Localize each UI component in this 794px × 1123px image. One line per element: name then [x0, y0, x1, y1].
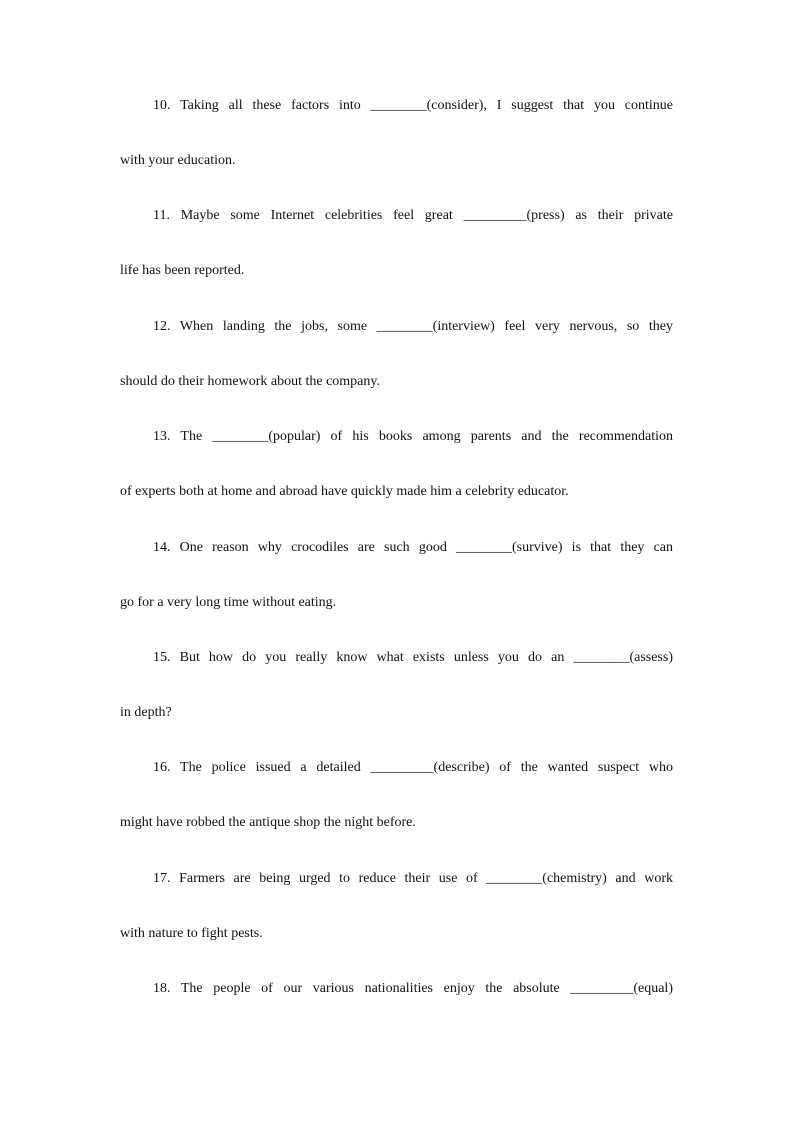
question-11-line-2: life has been reported.	[120, 263, 245, 278]
question-15-line-1: 15. But how do you really know what exists unless you do an ________(assess)	[153, 650, 673, 665]
question-12-line-2: should do their homework about the company.	[120, 374, 380, 389]
question-11-line-1: 11. Maybe some Internet celebrities feel great _________(press) as their private	[153, 208, 673, 223]
question-14-line-2: go for a very long time without eating.	[120, 595, 337, 610]
question-10-line-2: with your education.	[120, 153, 236, 168]
question-16-line-2: might have robbed the antique shop the night before.	[120, 815, 416, 830]
question-10-line-1: 10. Taking all these factors into ________(consider), I suggest that you continue	[153, 98, 673, 113]
question-13-line-2: of experts both at home and abroad have quickly made him a celebrity educator.	[120, 484, 569, 499]
question-18-line-1: 18. The people of our various nationalities enjoy the absolute _________(equal)	[153, 981, 673, 996]
question-17-line-2: with nature to fight pests.	[120, 926, 263, 941]
question-12-line-1: 12. When landing the jobs, some ________(interview) feel very nervous, so they	[153, 319, 673, 334]
question-14-line-1: 14. One reason why crocodiles are such good ________(survive) is that they can	[153, 540, 673, 555]
question-17-line-1: 17. Farmers are being urged to reduce their use of ________(chemistry) and work	[153, 871, 673, 886]
question-16-line-1: 16. The police issued a detailed _________(describe) of the wanted suspect who	[153, 760, 673, 775]
question-13-line-1: 13. The ________(popular) of his books among parents and the recommendation	[153, 429, 673, 444]
question-15-line-2: in depth?	[120, 705, 172, 720]
